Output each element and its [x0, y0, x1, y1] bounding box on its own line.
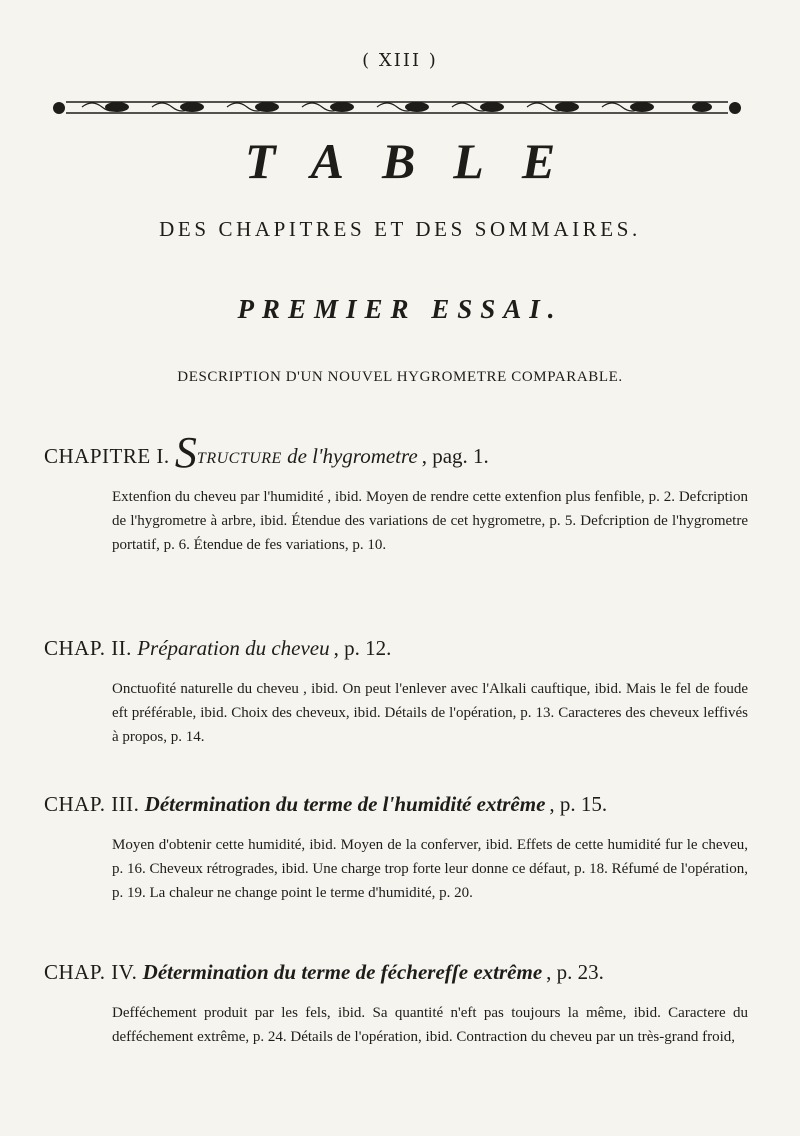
- chapter-2-label: CHAP. II.: [44, 636, 132, 660]
- chapter-2-heading: [44, 636, 764, 661]
- chapter-3-label: CHAP. III.: [44, 792, 140, 816]
- chapter-1-title-tail: de l'hygrometre: [287, 444, 418, 468]
- chapter-1-label: CHAPITRE I.: [44, 444, 170, 468]
- chapter-1-summary: Extenfion du cheveu par l'humidité , ibid. Moyen de rendre cette extenfion plus fenfible, p. 2. Defcription de l'hygrometre à arbre, ibid. Étendue des variations de cet hygrometre, p. 5. Defcription de l'hygrometre portatif, p. 6. Étendue de fes variations, p. 10.: [112, 489, 748, 553]
- page-number: ( XIII ): [362, 50, 438, 71]
- chapter-3-heading: [44, 792, 764, 817]
- chapter-3-title: Détermination du terme de l'humidité extrême: [144, 792, 546, 816]
- table-title: TABLE: [244, 133, 594, 189]
- chapter-1-page: , pag. 1.: [421, 444, 489, 468]
- chapter-2-title: Préparation du cheveu: [137, 636, 330, 660]
- chapter-1: [44, 428, 764, 557]
- chapter-2-page: , p. 12.: [333, 636, 392, 660]
- chapter-4-page: , p. 23.: [546, 960, 604, 984]
- chapter-1-title: TRUCTURE: [196, 450, 282, 467]
- chapter-3-page: , p. 15.: [549, 792, 608, 816]
- chapter-3-summary: Moyen d'obtenir cette humidité, ibid. Moyen de la conferver, ibid. Effets de cette humidité fur le cheveu, p. 16. Cheveux rétrogrades, ibid. Une charge trop forte leur donne ce défaut, p. 18. Réfumé de l'opération, p. 19. La chaleur ne change point le terme d'humidité, p. 20.: [112, 837, 748, 901]
- chapter-2-summary: Onctuofité naturelle du cheveu , ibid. On peut l'enlever avec l'Alkali cauftique, ibid. Mais le fel de foude eft préférable, ibid. Choix des cheveux, ibid. Détails de l'opération, p. 13. Caracteres des cheveux leffivés à propos, p. 14.: [112, 681, 748, 745]
- chapter-1-initial: S: [174, 428, 197, 477]
- table-subtitle: DES CHAPITRES ET DES SOMMAIRES.: [159, 217, 641, 241]
- chapter-3: [44, 792, 764, 905]
- chapter-4-label: CHAP. IV.: [44, 960, 138, 984]
- chapter-4-heading: [44, 960, 764, 985]
- chapter-4-summary: Defféchement produit par les fels, ibid. Sa quantité n'eft pas toujours la même, ibid. Caractere du defféchement extrême, p. 24. Détails de l'opération, ibid. Contraction du cheveu par un très-grand froid,: [112, 1005, 748, 1045]
- chapter-2: [44, 636, 764, 749]
- chapter-4-title: Détermination du terme de fécherefſe extrême: [142, 960, 543, 984]
- chapter-4: [44, 960, 764, 1049]
- essai-title: PREMIER ESSAI.: [237, 294, 563, 324]
- chapter-1-heading: [44, 428, 764, 477]
- ornamental-border: [52, 96, 742, 120]
- essai-description: DESCRIPTION D'UN NOUVEL HYGROMETRE COMPARABLE.: [177, 369, 623, 385]
